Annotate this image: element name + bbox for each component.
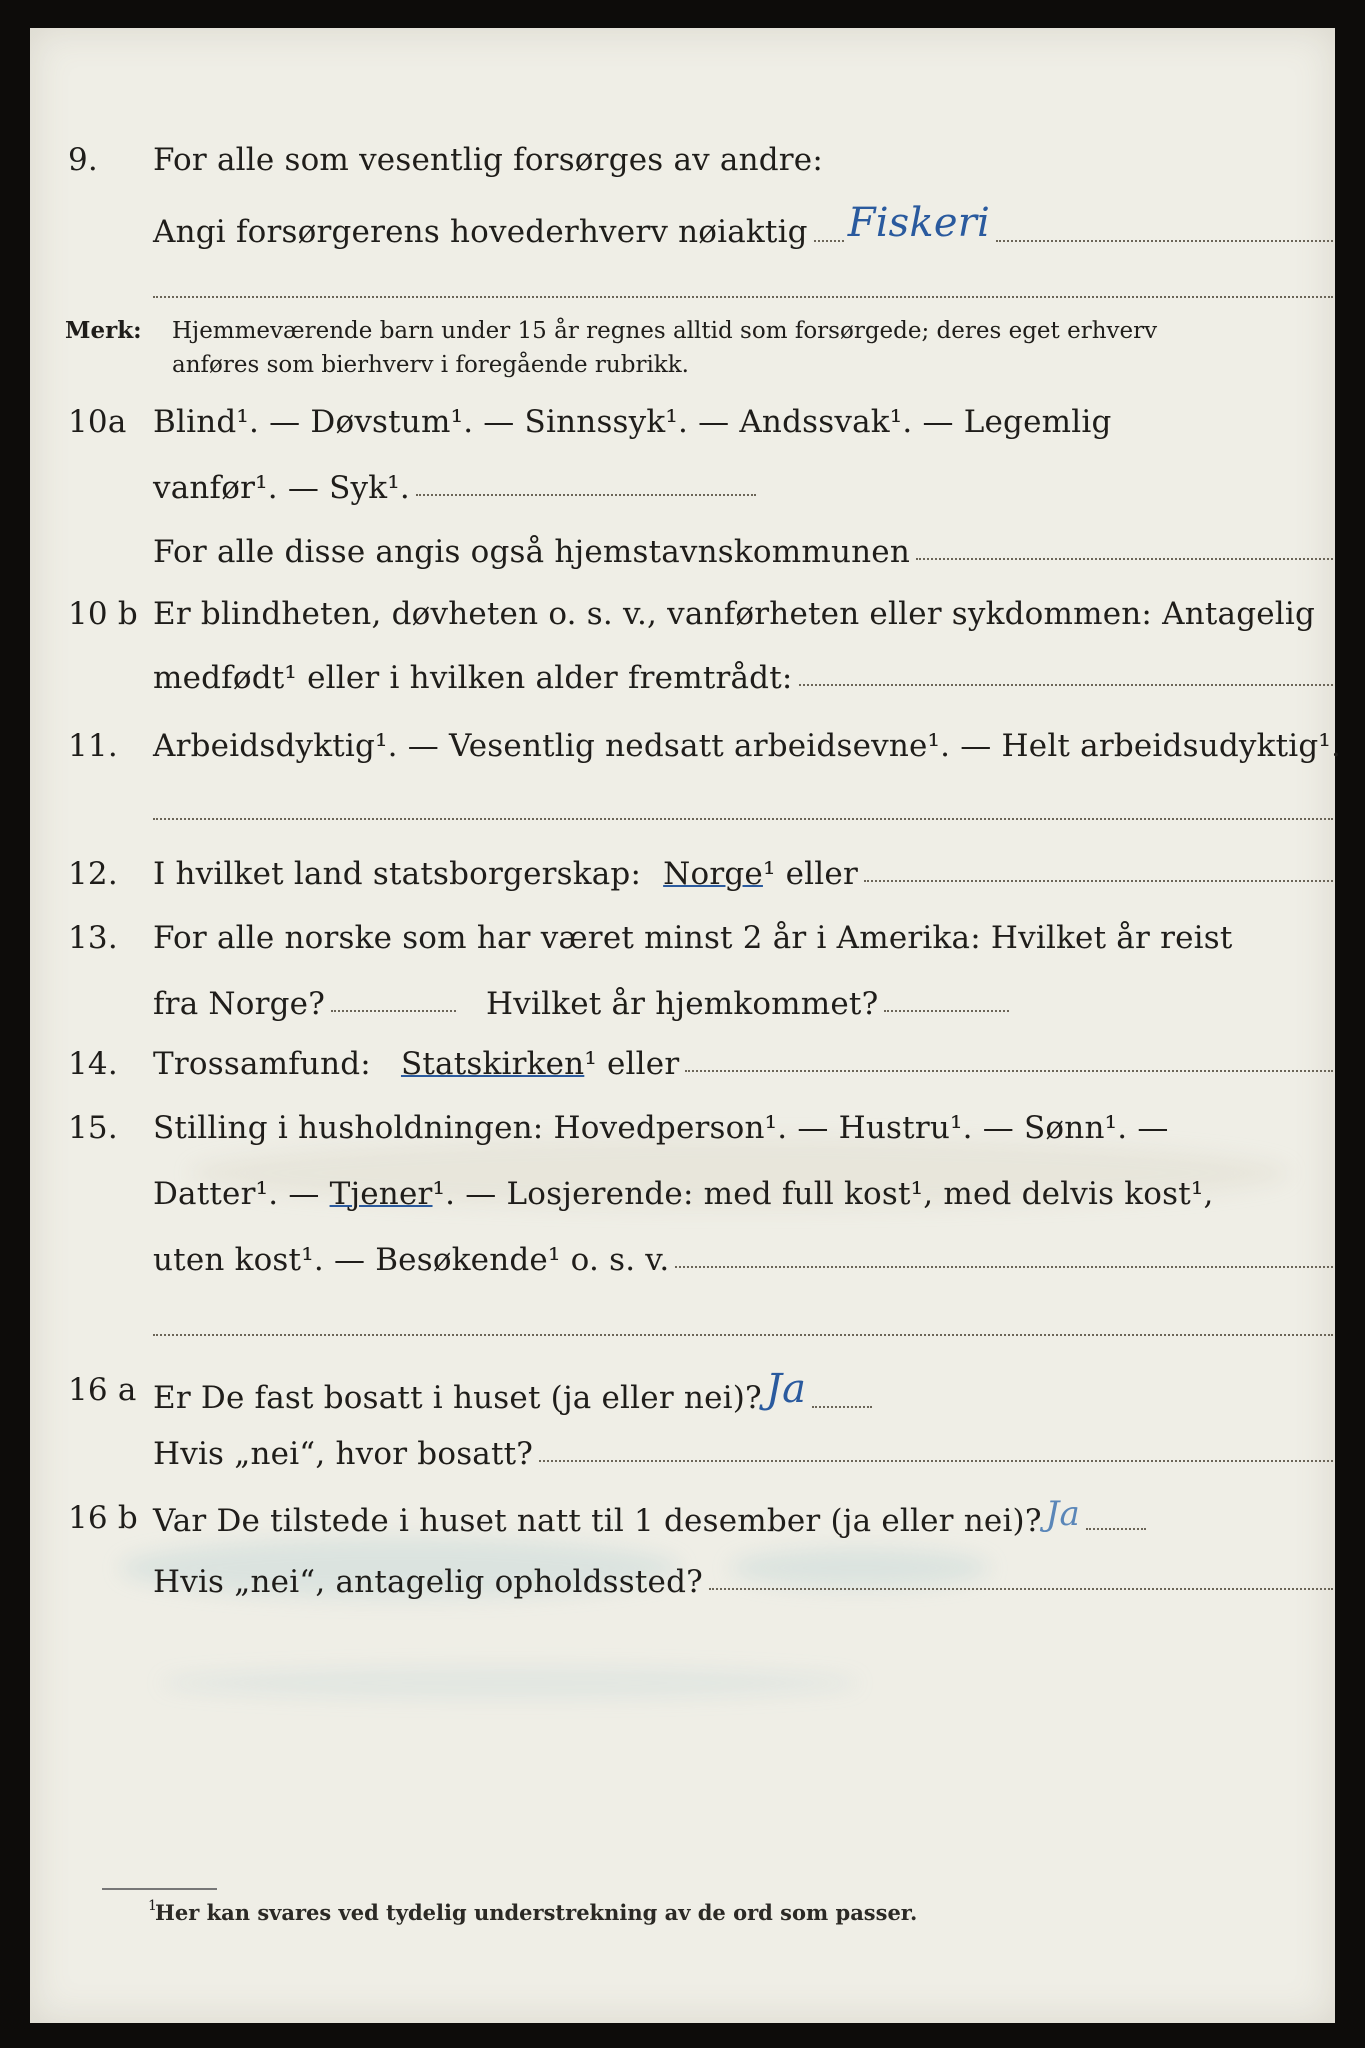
note-line: anføres som bierhverv i foregående rubrikk. xyxy=(172,352,689,378)
question-16b xyxy=(0,1494,1365,1550)
question-16a xyxy=(0,1366,1365,1422)
question-13-line2 xyxy=(0,986,1365,1036)
answer-line xyxy=(814,239,844,242)
question-text: Angi forsørgerens hovederhverv nøiaktig xyxy=(153,214,808,250)
question-13 xyxy=(0,920,1365,970)
question-body xyxy=(153,1436,1333,1472)
footnote-rule xyxy=(102,1888,217,1890)
question-body xyxy=(153,534,1333,570)
question-body xyxy=(153,1242,1333,1278)
question-15-line2 xyxy=(0,1176,1365,1226)
question-9-line2 xyxy=(0,200,1365,256)
question-text: For alle norske som har været minst 2 år i Amerika: Hvilket år reist xyxy=(153,920,1233,956)
question-body xyxy=(153,660,1333,696)
question-text: uten kost¹. — Besøkende¹ o. s. v. xyxy=(153,1242,670,1278)
question-number: 16 a xyxy=(68,1372,137,1408)
answer-line xyxy=(685,1069,1333,1072)
answer-line xyxy=(709,1587,1333,1590)
answer-line xyxy=(539,1459,1333,1462)
question-10b-line2 xyxy=(0,660,1365,710)
question-14 xyxy=(0,1046,1365,1096)
question-text: Hvis „nei“, hvor bosatt? xyxy=(153,1436,534,1472)
question-body xyxy=(153,1176,1333,1212)
question-body xyxy=(153,856,1333,892)
divider-line xyxy=(153,818,1333,820)
question-number: 10 b xyxy=(68,596,138,632)
divider-line xyxy=(153,1334,1333,1336)
question-10a xyxy=(0,404,1365,454)
underlined-option: Tjener xyxy=(329,1176,433,1212)
question-9 xyxy=(0,142,1365,192)
question-body xyxy=(153,1494,1333,1540)
footnote-text: Her kan svares ved tydelig understrekning av de ord som passer. xyxy=(155,1900,918,1925)
question-text: Hvilket år hjemkommet? xyxy=(486,986,879,1022)
question-body xyxy=(153,142,1333,178)
question-text: ¹. — Losjerende: med full kost¹, med delvis kost¹, xyxy=(432,1176,1214,1212)
answer-line xyxy=(864,879,1333,882)
question-body xyxy=(153,200,1333,252)
question-10a-line2 xyxy=(0,470,1365,520)
question-body xyxy=(153,404,1333,440)
divider-line xyxy=(153,296,1333,298)
question-text: ¹ eller xyxy=(584,1046,680,1082)
handwritten-answer: Ja xyxy=(1045,1494,1080,1534)
answer-line xyxy=(675,1265,1333,1268)
question-number: 14. xyxy=(68,1046,118,1082)
question-16a-line2 xyxy=(0,1436,1365,1486)
footnote-mark: 1 xyxy=(148,1898,157,1914)
question-12 xyxy=(0,856,1365,906)
note-text xyxy=(172,314,1333,382)
question-text: Stilling i husholdningen: Hovedperson¹. — Hustru¹. — Sønn¹. — xyxy=(153,1110,1169,1146)
question-15-line3 xyxy=(0,1242,1365,1292)
question-10b xyxy=(0,596,1365,646)
ink-stain xyxy=(160,1668,860,1698)
question-number: 12. xyxy=(68,856,118,892)
note-line: Hjemmeværende barn under 15 år regnes alltid som forsørgede; deres eget erhverv xyxy=(172,318,1158,344)
question-body xyxy=(153,986,1333,1022)
question-text: Arbeidsdyktig¹. — Vesentlig nedsatt arbeidsevne¹. — Helt arbeidsudyktig¹. xyxy=(153,728,1342,764)
question-10a-line3 xyxy=(0,534,1365,584)
question-body xyxy=(153,1564,1333,1600)
question-11 xyxy=(0,728,1365,778)
question-text: Trossamfund: xyxy=(153,1046,371,1082)
question-text: medfødt¹ eller i hvilken alder fremtrådt: xyxy=(153,660,793,696)
note-label: Merk: xyxy=(65,317,142,344)
question-16b-line2 xyxy=(0,1564,1365,1614)
question-text: Var De tilstede i huset natt til 1 desember (ja eller nei)? xyxy=(153,1503,1042,1539)
answer-line xyxy=(884,1009,1009,1012)
question-text: vanfør¹. — Syk¹. xyxy=(153,470,410,506)
question-number: 15. xyxy=(68,1110,118,1146)
underlined-option: Statskirken xyxy=(400,1046,585,1082)
question-text: Er blindheten, døvheten o. s. v., vanførheten eller sykdommen: Antagelig xyxy=(153,596,1316,632)
handwritten-answer: Fiskeri xyxy=(847,200,991,246)
question-text: ¹ eller xyxy=(762,856,858,892)
question-body xyxy=(153,470,1333,506)
question-text: Blind¹. — Døvstum¹. — Sinnssyk¹. — Andssvak¹. — Legemlig xyxy=(153,404,1112,440)
answer-line xyxy=(996,239,1333,242)
answer-line xyxy=(916,557,1333,560)
question-text: Datter¹. — xyxy=(153,1176,320,1212)
question-15 xyxy=(0,1110,1365,1160)
answer-line xyxy=(799,683,1333,686)
answer-line xyxy=(416,493,756,496)
question-body xyxy=(153,1366,1333,1418)
question-body xyxy=(153,1110,1333,1146)
answer-line xyxy=(1086,1527,1146,1530)
question-text: fra Norge? xyxy=(153,986,326,1022)
question-body xyxy=(153,1046,1333,1082)
question-number: 9. xyxy=(68,142,98,178)
handwritten-answer: Ja xyxy=(765,1366,807,1412)
answer-line xyxy=(812,1405,872,1408)
question-number: 16 b xyxy=(68,1500,138,1536)
answer-line xyxy=(331,1009,456,1012)
question-text: Er De fast bosatt i huset (ja eller nei)? xyxy=(153,1380,762,1416)
question-number: 10a xyxy=(68,404,127,440)
underlined-option: Norge xyxy=(663,856,763,892)
question-text: I hvilket land statsborgerskap: xyxy=(153,856,642,892)
question-number: 13. xyxy=(68,920,118,956)
question-body xyxy=(153,596,1333,632)
question-body xyxy=(153,920,1333,956)
question-body xyxy=(153,728,1342,764)
question-text: Hvis „nei“, antagelig opholdssted? xyxy=(153,1564,703,1600)
question-text: For alle som vesentlig forsørges av andre: xyxy=(153,142,823,178)
question-number: 11. xyxy=(68,728,118,764)
question-text: For alle disse angis også hjemstavnskommunen xyxy=(153,534,910,570)
